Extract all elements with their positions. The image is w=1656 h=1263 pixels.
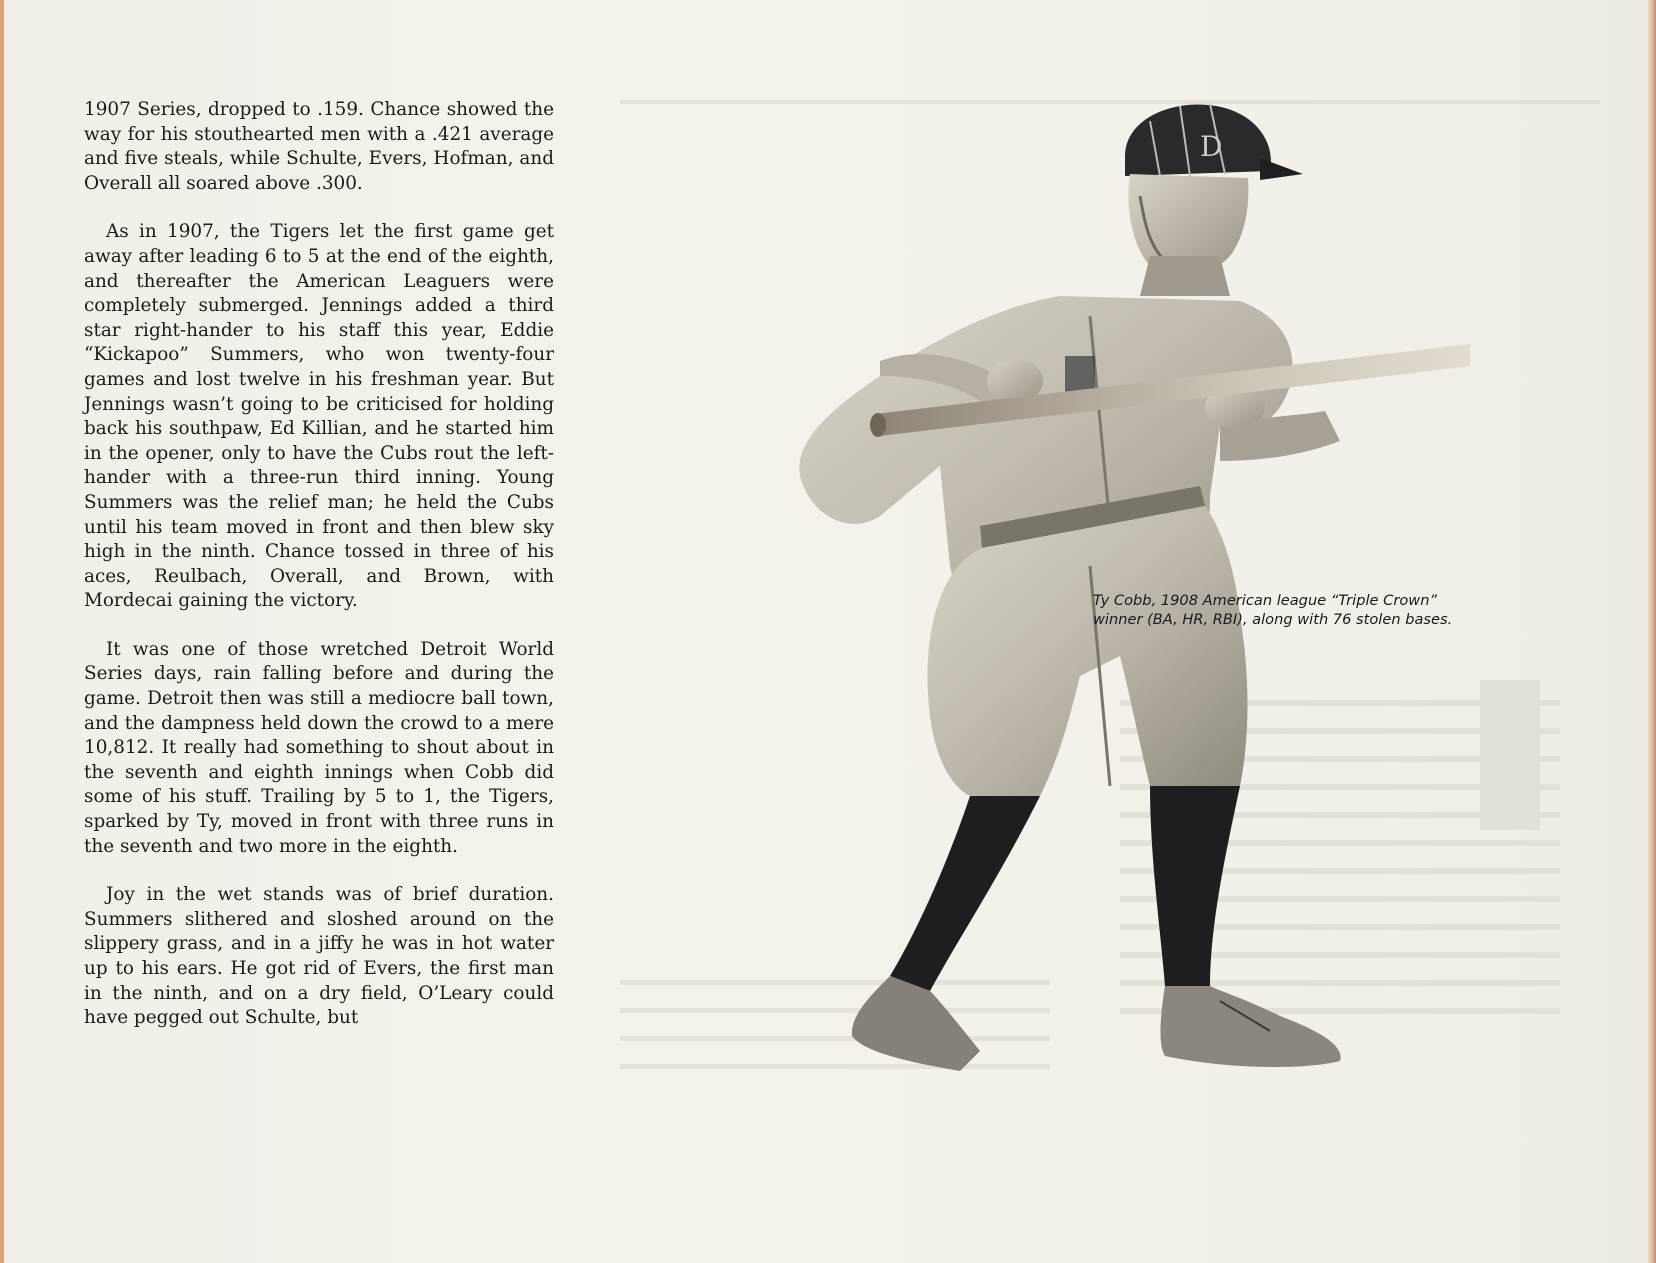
page-right-edge [1648,0,1656,1263]
cap-icon [1125,104,1303,180]
photo-caption: Ty Cobb, 1908 American league “Triple Crown” winner (BA, HR, RBI), along with 76 stolen bases. [1093,592,1453,628]
paragraph-3: It was one of those wretched Detroit World Series days, rain falling before and during the game. Detroit then was still a mediocre ball town, and the dampness held down the crowd to a mere 10,812. It really had something to shout about in the seventh and eighth innings when Cobb did some of his stuff. Trailing by 5 to 1, the Tigers, sparked by Ty, moved in front with three runs in the seventh and two more in the eighth. [84,638,554,857]
page-left-edge [0,0,4,1263]
paragraph-2: As in 1907, the Tigers let the first game get away after leading 6 to 5 at the end of the eighth, and thereafter the American Leaguers were completely submerged. Jennings added a third star right-hander to his staff this year, Eddie “Kickapoo” Summers, who won twenty-four games and lost twelve in his freshman year. But Jennings wasn’t going to be criticised for holding back his southpaw, Ed Killian, and he started him in the opener, only to have the Cubs rout the left-hander with a three-run third inning. Young Summers was the relief man; he held the Cubs until his team moved in front and then blew sky high in the ninth. Chance tossed in three of his aces, Reulbach, Overall, and Brown, with Mordecai gaining the victory. [84,221,554,612]
paragraph-1: 1907 Series, dropped to .159. Chance showed the way for his stouthearted men with a .421 average and five steals, while Schulte, Evers, Hofman, and Overall all soared above .300. [84,99,554,194]
svg-text:D: D [1200,130,1223,163]
paragraph-4: Joy in the wet stands was of brief duration. Summers slithered and sloshed around on the slippery grass, and in a jiffy he was in hot water up to his ears. He got rid of Evers, the first man in the ninth, and on a dry field, O’Leary could have pegged out Schulte, but [84,884,554,1029]
article-column [84,98,554,1055]
